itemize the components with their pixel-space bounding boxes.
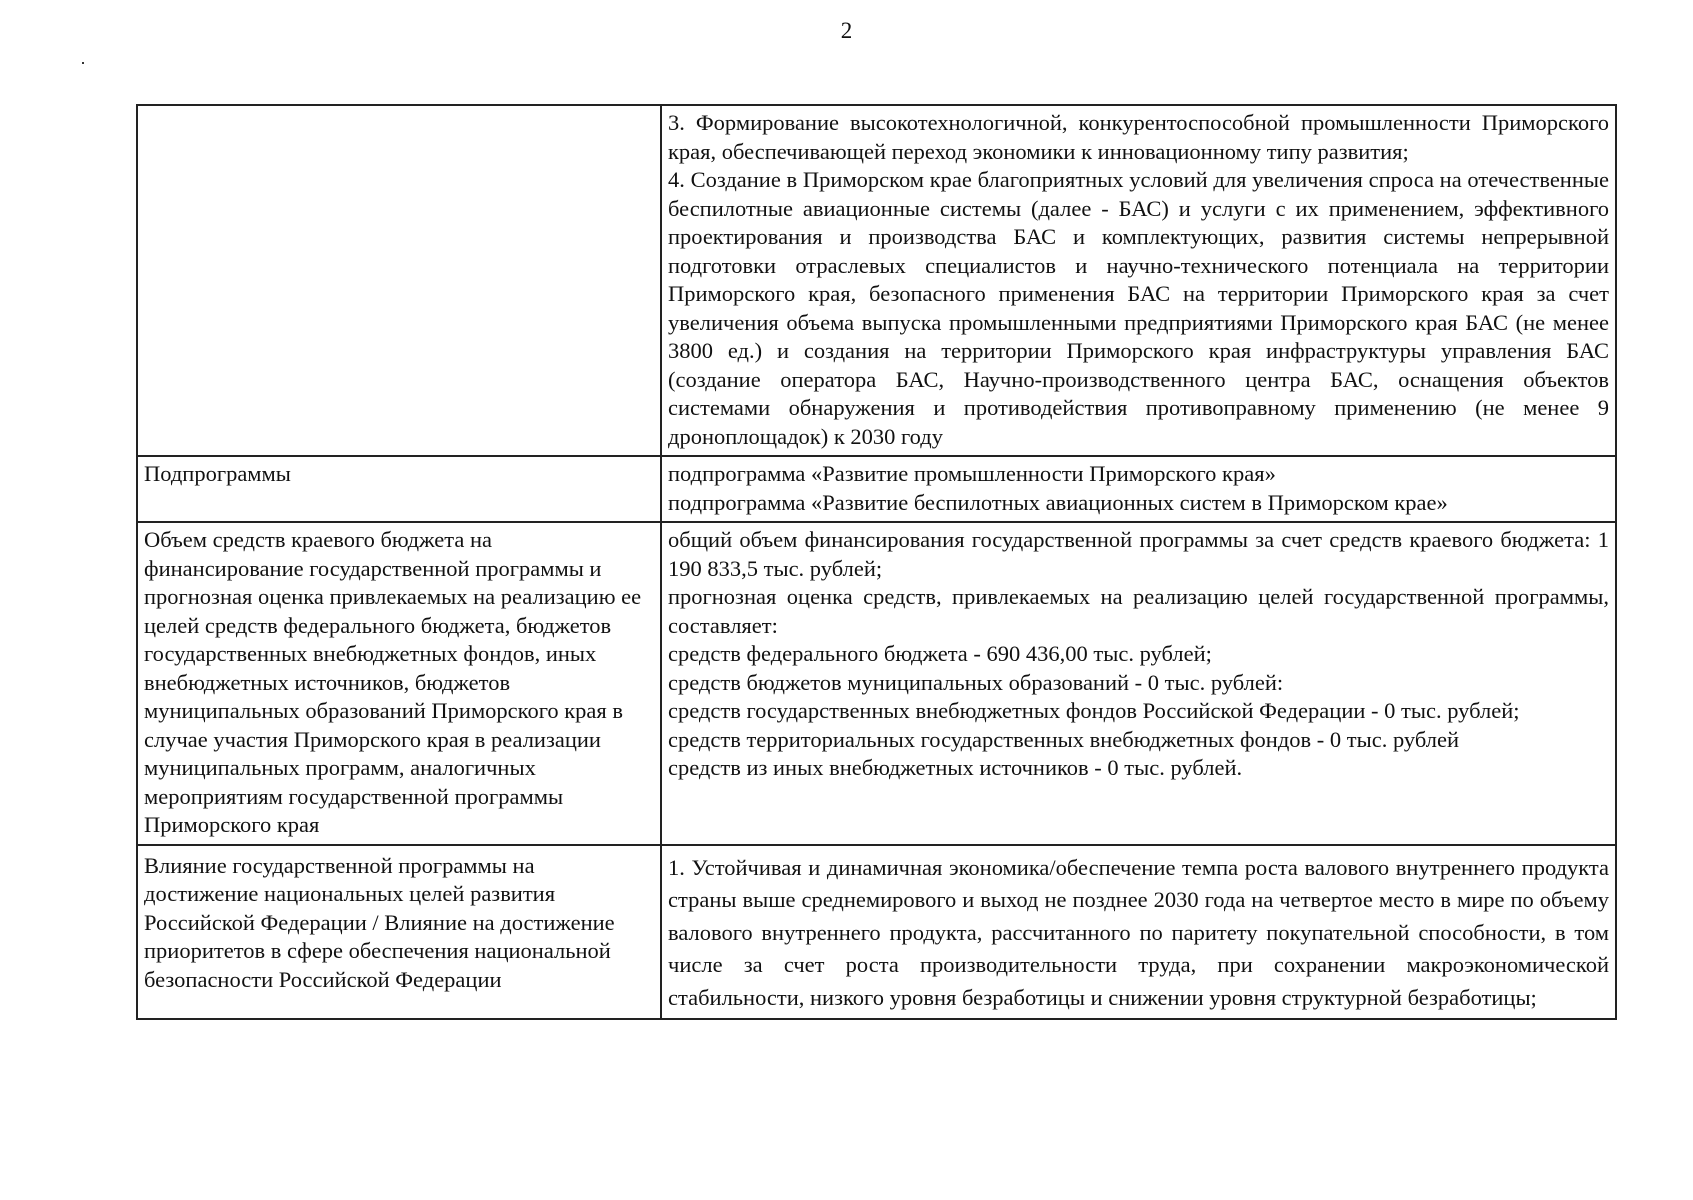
budget-forecast-intro: прогнозная оценка средств, привлекаемых на реализацию целей государственной программы, составляет:: [668, 584, 1609, 638]
budget-other-sources: средств из иных внебюджетных источников - 0 тыс. рублей.: [668, 755, 1243, 780]
subprogram-item: подпрограмма «Развитие промышленности Приморского края»: [668, 461, 1276, 486]
table-row-budget: [137, 522, 1616, 845]
row-label: Подпрограммы: [137, 456, 661, 522]
budget-state-funds: средств государственных внебюджетных фондов Российской Федерации - 0 тыс. рублей;: [668, 698, 1520, 723]
budget-territorial-funds: средств территориальных государственных внебюджетных фондов - 0 тыс. рублей: [668, 726, 1460, 752]
table-row-goals: [137, 105, 1616, 456]
scan-speck: [82, 62, 84, 64]
row-value: [661, 105, 1616, 456]
page-number: 2: [840, 18, 853, 43]
row-label: Объем средств краевого бюджета на финансирование государственной программы и прогнозная оценка привлекаемых на реализацию ее целей средств федерального бюджета, бюджетов государственных внебюджетных фондов, иных внебюджетных источников, бюджетов муниципальных образований Приморского края в случае участия Приморского края в реализации муниципальных программ, аналогичных мероприятиям государственной программы Приморского края: [137, 522, 661, 845]
row-label: [137, 105, 661, 456]
program-passport-table: [136, 104, 1617, 1020]
row-label: Влияние государственной программы на достижение национальных целей развития Российской Федерации / Влияние на достижение приоритетов в сфере обеспечения национальной безопасности Российской Федерации: [137, 845, 661, 1020]
budget-municipal: средств бюджетов муниципальных образований - 0 тыс. рублей:: [668, 669, 1284, 695]
national-goal-paragraph-1: 1. Устойчивая и динамичная экономика/обеспечение темпа роста валового внутреннего продукта страны выше среднемирового и выход не позднее 2030 года на четвертое место в мире по объему валового внутреннего продукта, рассчитанного по паритету покупательной способности, в том числе за счет роста производительности труда, при сохранении макроэкономической стабильности, низкого уровня безработицы и снижении уровня структурной безработицы;: [668, 854, 1609, 1010]
table-row-national-goals: [137, 845, 1616, 1020]
budget-federal: средств федерального бюджета - 690 436,00 тыс. рублей;: [668, 641, 1212, 666]
table-row-subprograms: [137, 456, 1616, 522]
budget-total: общий объем финансирования государственной программы за счет средств краевого бюджета: 1 190 833,5 тыс. рублей;: [668, 527, 1609, 581]
row-value: [661, 456, 1616, 522]
row-value: [661, 522, 1616, 845]
row-value: [661, 845, 1616, 1020]
subprogram-item: подпрограмма «Развитие беспилотных авиационных систем в Приморском крае»: [668, 489, 1448, 515]
goal-paragraph-4: 4. Создание в Приморском крае благоприятных условий для увеличения спроса на отечественные беспилотные авиационные системы (далее - БАС) и услуги с их применением, эффективного проектирования и производства БАС и комплектующих, развития системы непрерывной подготовки отраслевых специалистов и научно-технического потенциала на территории Приморского края, безопасного применения БАС на территории Приморского края за счет увеличения объема выпуска промышленными предприятиями Приморского края БАС (не менее 3800 ед.) и создания на территории Приморского края инфраструктуры управления БАС (создание оператора БАС, Научно-производственного центра БАС, оснащения объектов системами обнаружения и противодействия противоправному применению (не менее 9 дроноплощадок) к 2030 году: [668, 167, 1609, 449]
goal-paragraph-3: 3. Формирование высокотехнологичной, конкурентоспособной промышленности Приморского края, обеспечивающей переход экономики к инновационному типу развития;: [668, 110, 1609, 164]
